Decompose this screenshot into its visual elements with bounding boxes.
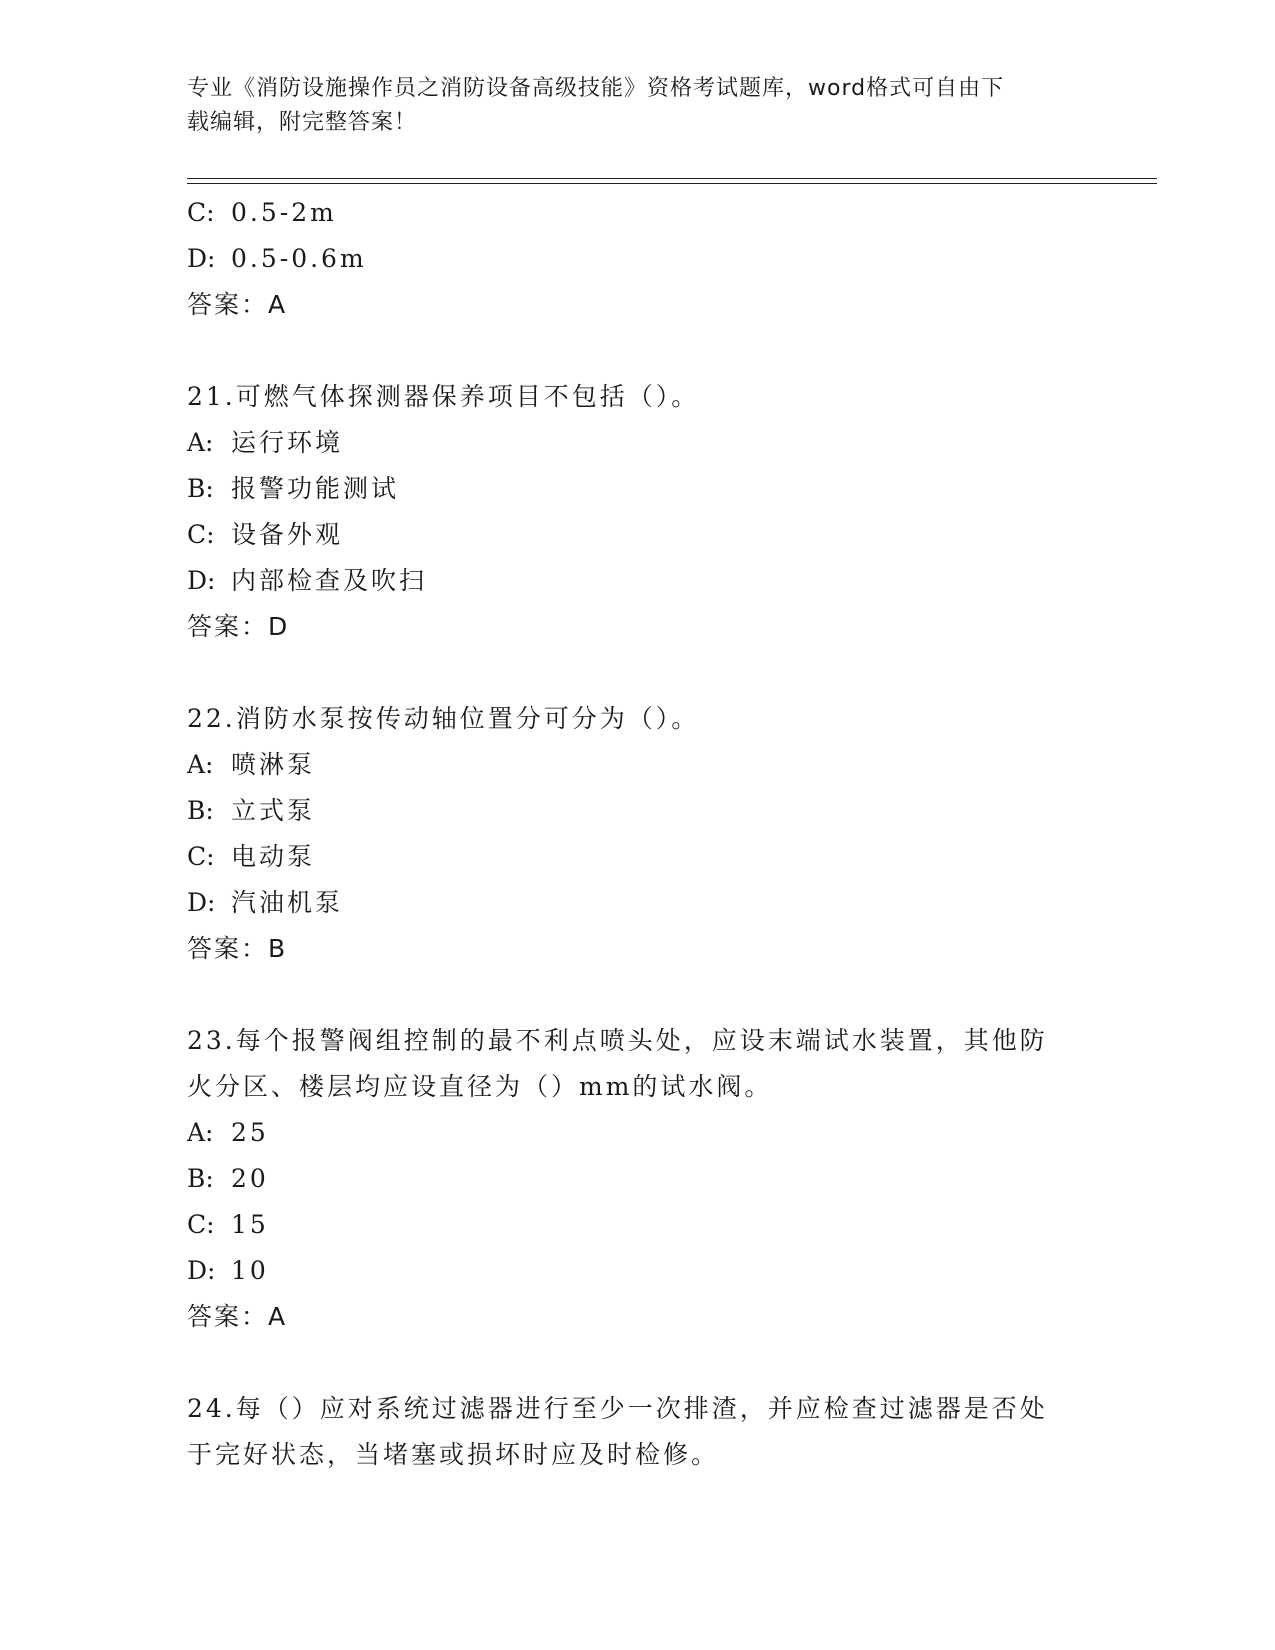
question-stem: 24.每（）应对系统过滤器进行至少一次排渣，并应检查过滤器是否处 bbox=[187, 1394, 1048, 1423]
option-c: C: 设备外观 bbox=[187, 520, 344, 549]
header-line-2: 载编辑，附完整答案！ bbox=[187, 110, 418, 135]
option-a: A: 运行环境 bbox=[187, 428, 344, 457]
document-header bbox=[187, 72, 1067, 140]
question-list bbox=[187, 190, 1087, 1478]
option-d: D: 内部检查及吹扫 bbox=[187, 566, 428, 595]
question-stem-continued: 于完好状态，当堵塞或损坏时应及时检修。 bbox=[187, 1440, 720, 1469]
option-d: D: 0.5-0.6m bbox=[187, 244, 367, 273]
option-a: A: 25 bbox=[187, 1118, 269, 1147]
option-c: C: 电动泵 bbox=[187, 842, 316, 871]
option-b: B: 立式泵 bbox=[187, 796, 316, 825]
answer-line: 答案：A bbox=[187, 290, 288, 319]
question-stem: 23.每个报警阀组控制的最不利点喷头处，应设末端试水装置，其他防 bbox=[187, 1026, 1048, 1055]
answer-line: 答案：D bbox=[187, 612, 290, 641]
question-stem: 22.消防水泵按传动轴位置分可分为（）。 bbox=[187, 704, 700, 733]
question-stem-continued: 火分区、楼层均应设直径为（）mm的试水阀。 bbox=[187, 1072, 773, 1101]
answer-line: 答案：B bbox=[187, 934, 288, 963]
option-b: B: 20 bbox=[187, 1164, 269, 1193]
option-c: C: 15 bbox=[187, 1210, 269, 1239]
answer-line: 答案：A bbox=[187, 1302, 288, 1331]
header-divider-top bbox=[187, 178, 1157, 179]
question-stem: 21.可燃气体探测器保养项目不包括（）。 bbox=[187, 382, 700, 411]
header-line-1: 专业《消防设施操作员之消防设备高级技能》资格考试题库，word格式可自由下 bbox=[187, 76, 1005, 101]
header-divider-bottom bbox=[187, 183, 1157, 184]
option-d: D: 汽油机泵 bbox=[187, 888, 344, 917]
option-c: C: 0.5-2m bbox=[187, 198, 337, 227]
option-a: A: 喷淋泵 bbox=[187, 750, 316, 779]
option-b: B: 报警功能测试 bbox=[187, 474, 400, 503]
option-d: D: 10 bbox=[187, 1256, 269, 1285]
